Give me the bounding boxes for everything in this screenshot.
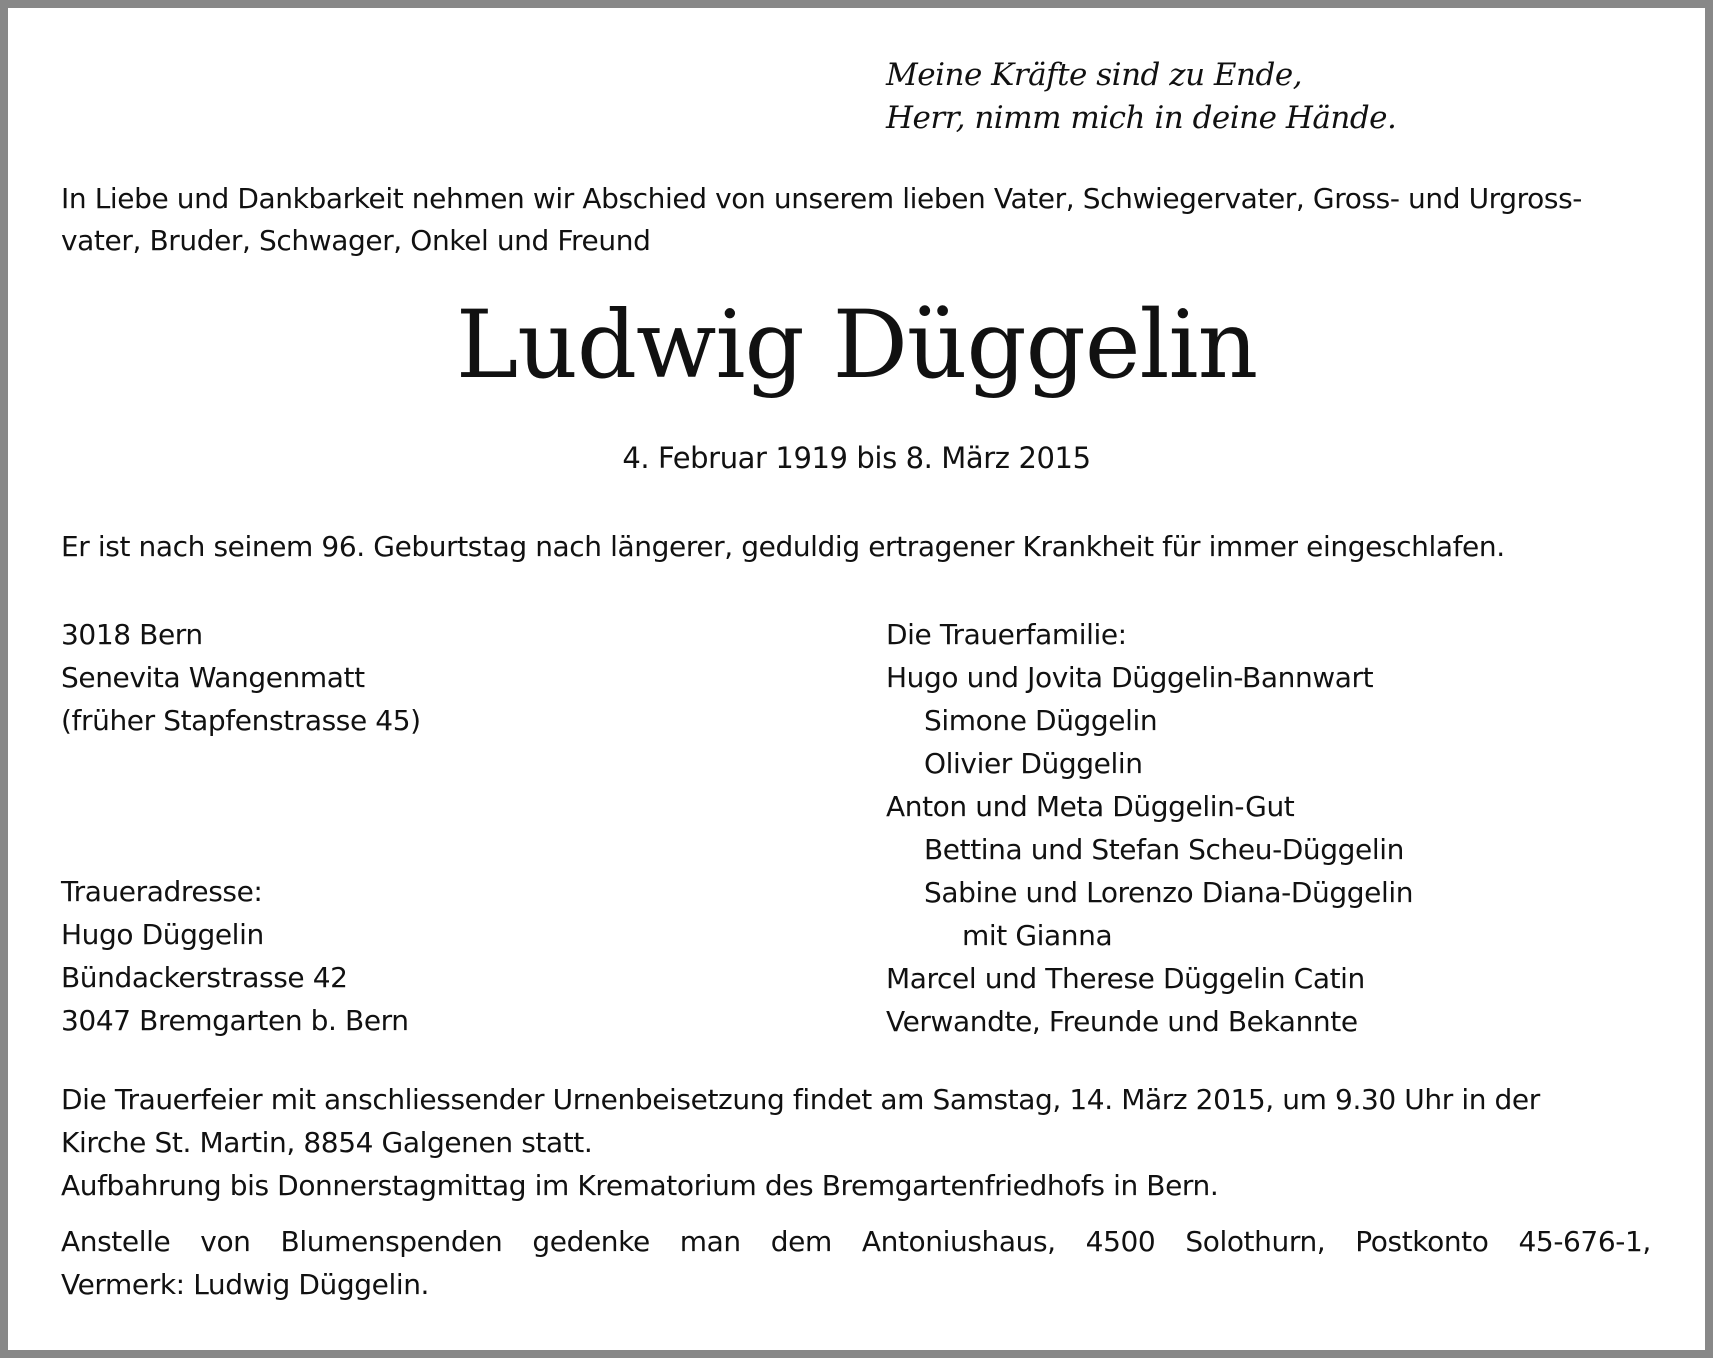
intro-line-1: In Liebe und Dankbarkeit nehmen wir Abschied von unserem lieben Vater, Schwiegervater, Gross- und Urgross- <box>61 182 1582 215</box>
obituary-notice <box>8 8 1705 1350</box>
motto-verse <box>886 54 1396 140</box>
family-member: Simone Düggelin <box>924 704 1158 737</box>
passing-statement: Er ist nach seinem 96. Geburtstag nach längerer, geduldig ertragener Krankheit für immer eingeschlafen. <box>61 530 1505 563</box>
donation-word: Anstelle <box>61 1225 171 1258</box>
donation-word: von <box>200 1225 251 1258</box>
family-member: Marcel und Therese Düggelin Catin <box>886 962 1365 995</box>
donation-word: Postkonto <box>1355 1225 1489 1258</box>
family-member: Hugo und Jovita Düggelin-Bannwart <box>886 661 1374 694</box>
residence-line: 3018 Bern <box>61 618 203 651</box>
family-member: Olivier Düggelin <box>924 747 1143 780</box>
family-member: Verwandte, Freunde und Bekannte <box>886 1005 1358 1038</box>
family-member: Anton und Meta Düggelin-Gut <box>886 790 1295 823</box>
mourning-address-line: Bündackerstrasse 42 <box>61 961 348 994</box>
intro-text <box>61 178 1671 262</box>
donation-word: man <box>679 1225 741 1258</box>
family-member: Bettina und Stefan Scheu-Düggelin <box>924 833 1404 866</box>
mourning-address-line: 3047 Bremgarten b. Bern <box>61 1004 409 1037</box>
motto-line-2: Herr, nimm mich in deine Hände. <box>886 100 1397 136</box>
intro-line-2: vater, Bruder, Schwager, Onkel und Freund <box>61 224 651 257</box>
donation-word: Solothurn, <box>1185 1225 1326 1258</box>
donation-word: Blumenspenden <box>280 1225 503 1258</box>
family-heading: Die Trauerfamilie: <box>886 618 1127 651</box>
ceremony-info <box>61 1078 1540 1207</box>
donation-word: dem <box>770 1225 832 1258</box>
donation-word: Antoniushaus, <box>861 1225 1056 1258</box>
ceremony-line-3: Aufbahrung bis Donnerstagmittag im Krematorium des Bremgartenfriedhofs in Bern. <box>61 1169 1219 1202</box>
donation-info <box>61 1220 1651 1306</box>
donation-word: 45-676-1, <box>1518 1225 1651 1258</box>
family-member: mit Gianna <box>962 919 1113 952</box>
family-block <box>886 613 1413 1043</box>
mourning-address-line: Hugo Düggelin <box>61 918 264 951</box>
mourning-address-heading: Traueradresse: <box>61 875 263 908</box>
donation-word: 4500 <box>1085 1225 1156 1258</box>
motto-line-1: Meine Kräfte sind zu Ende, <box>886 57 1303 93</box>
ceremony-line-2: Kirche St. Martin, 8854 Galgenen statt. <box>61 1126 593 1159</box>
deceased-name: Ludwig Düggelin <box>455 291 1258 400</box>
donation-word: gedenke <box>532 1225 650 1258</box>
residence-line: Senevita Wangenmatt <box>61 661 365 694</box>
residence-line: (früher Stapfenstrasse 45) <box>61 704 421 737</box>
residence-block <box>61 613 421 742</box>
family-member: Sabine und Lorenzo Diana-Düggelin <box>924 876 1414 909</box>
donation-line-1 <box>61 1220 1651 1263</box>
ceremony-line-1: Die Trauerfeier mit anschliessender Urnenbeisetzung findet am Samstag, 14. März 2015, um 9.30 Uhr in der <box>61 1083 1540 1116</box>
life-dates: 4. Februar 1919 bis 8. März 2015 <box>622 441 1091 475</box>
donation-line-2: Vermerk: Ludwig Düggelin. <box>61 1268 430 1301</box>
mourning-address-block <box>61 870 409 1042</box>
